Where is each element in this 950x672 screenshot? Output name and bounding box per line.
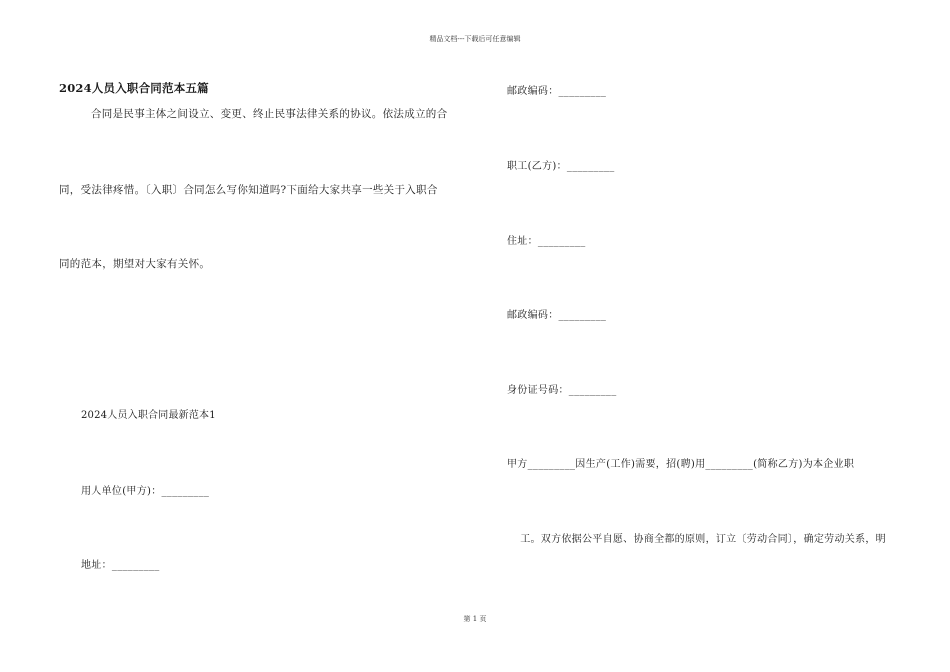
employer-field: 用人单位(甲方)：_________: [81, 486, 210, 497]
page-number: 第 1 页: [463, 615, 487, 623]
postal-code-field-employer: 邮政编码：_________: [507, 86, 607, 97]
intro-paragraph-line-2: 同，受法律疼惜。〔入职〕合同怎么写你知道吗?下面给大家共享一些关于入职合: [59, 184, 438, 196]
address-field: 地址：_________: [81, 560, 160, 571]
intro-paragraph-line-3: 同的范本，期望对大家有关怀。: [59, 258, 211, 270]
postal-code-field-worker: 邮政编码：_________: [507, 310, 607, 321]
id-number-field: 身份证号码：_________: [507, 385, 617, 396]
sample-section-title: 2024人员入职合同最新范本1: [81, 410, 216, 421]
worker-field: 职工(乙方)：_________: [507, 161, 615, 172]
document-title: 2024人员入职合同范本五篇: [59, 81, 209, 95]
intro-paragraph-line-1: 合同是民事主体之间设立、变更、终止民事法律关系的协议。依法成立的合: [91, 108, 448, 120]
contract-clause-line-1: 甲方_________因生产(工作)需要，招(聘)用_________(简称乙方)为本企业职: [507, 459, 855, 470]
residence-field: 住址：_________: [507, 236, 586, 247]
contract-clause-line-2: 工。双方依据公平自愿、协商全都的原则，订立〔劳动合同〕，确定劳动关系，明: [520, 534, 886, 545]
page-header-note: 精品文档---下载后可任意编辑: [429, 35, 521, 43]
